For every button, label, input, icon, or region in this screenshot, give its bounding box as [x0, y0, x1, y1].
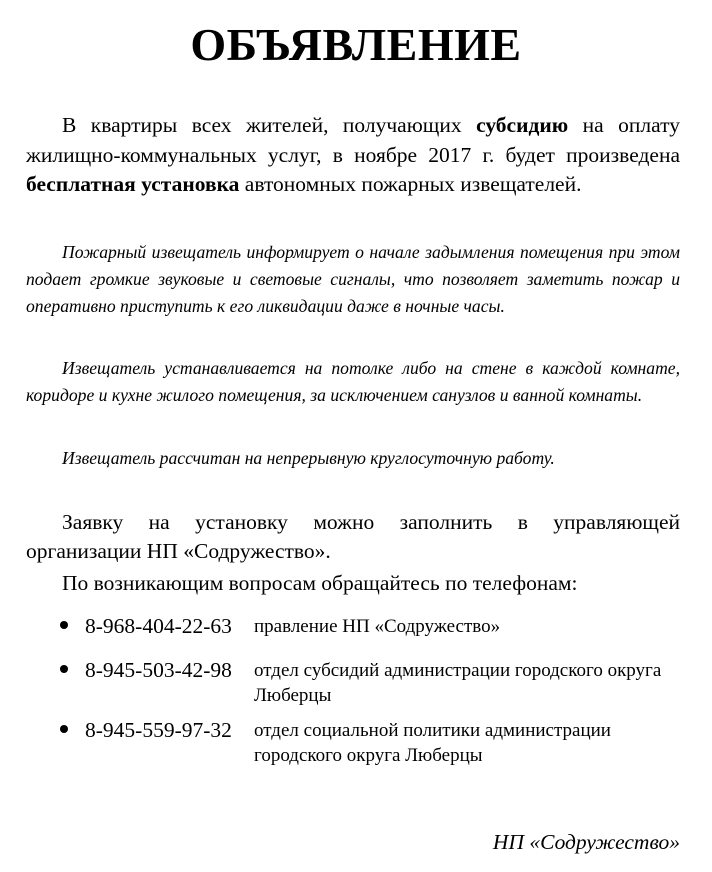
intro-bold-subsidy: субсидию [476, 113, 569, 137]
phone-number: 8-945-503-42-98 [85, 658, 232, 682]
page-title: ОБЪЯВЛЕНИЕ [190, 19, 522, 70]
signature: НП «Содружество» [492, 830, 680, 854]
application-paragraph: Заявку на установку можно заполнить в управляющей организации НП «Содружество». [26, 510, 680, 563]
intro-bold-free-install: бесплатная установка [26, 172, 240, 196]
bullet-icon [60, 725, 68, 733]
bullet-icon [60, 621, 68, 629]
questions-paragraph: По возникающим вопросам обращайтесь по телефонам: [62, 571, 578, 595]
intro-text-part1: В квартиры всех жителей, получающих [62, 113, 477, 137]
continuous-operation-paragraph: Извещатель рассчитан на непрерывную круглосуточную работу. [62, 448, 555, 468]
intro-paragraph [26, 111, 680, 200]
contact-description: отдел субсидий администрации городского округа Люберцы [254, 660, 662, 706]
intro-text-part3: автономных пожарных извещателей. [239, 172, 582, 196]
contact-description: отдел социальной политики администрации городского округа Люберцы [254, 720, 611, 766]
phone-number: 8-945-559-97-32 [85, 718, 232, 742]
intro-text-part2: на оплату жилищно-коммунальных услуг, в ноябре 2017 г. будет произведена [26, 113, 681, 167]
phone-number: 8-968-404-22-63 [85, 614, 232, 638]
detector-info-paragraph: Пожарный извещатель информирует о начале задымления помещения при этом подает громкие звуковые и световые сигналы, что позволяет заметить пожар и оперативно приступить к его ликвидации даже в ночные часы. [26, 242, 680, 316]
contact-description: правление НП «Содружество» [254, 616, 501, 637]
installation-location-paragraph: Извещатель устанавливается на потолке либо на стене в каждой комнате, коридоре и кухне жилого помещения, за исключением санузлов и ванной комнаты. [26, 358, 680, 405]
bullet-icon [60, 665, 68, 673]
